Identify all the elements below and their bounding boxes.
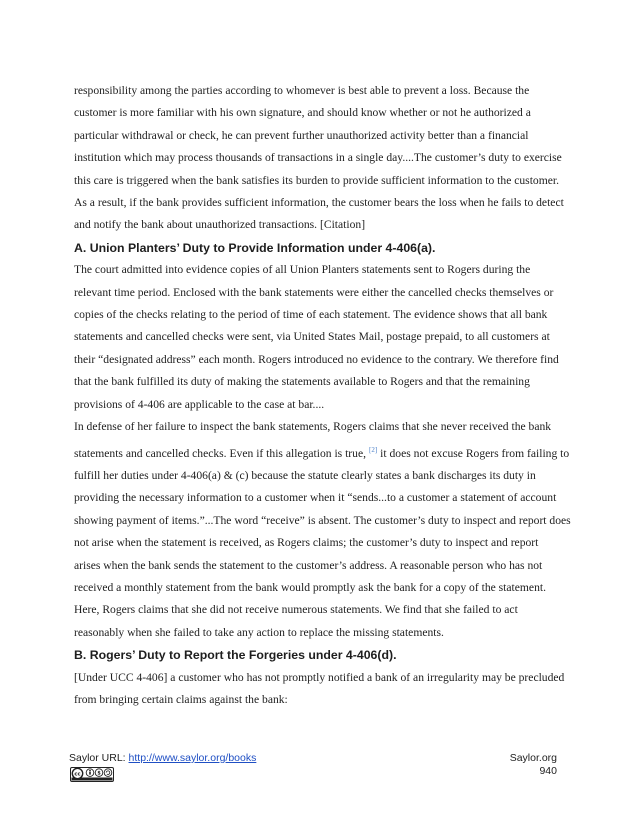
svg-text:$: $ xyxy=(97,771,101,777)
footer-source-link[interactable]: http://www.saylor.org/books xyxy=(128,752,257,764)
text-line: [Under UCC 4-406] a customer who has not promptly notified a bank of an irregularity may be precluded xyxy=(74,670,565,684)
text-line: particular withdrawal or check, he can prevent further unauthorized activity better than a financial xyxy=(74,128,529,142)
text-line: responsibility among the parties according to whomever is best able to prevent a loss. Because the xyxy=(74,84,530,97)
footnote-link[interactable]: [2] xyxy=(369,445,378,454)
text-line: their “designated address” each month. Rogers introduced no evidence to the contrary. We therefore find xyxy=(74,352,559,366)
text-line: received a monthly statement from the bank would promptly ask the bank for a copy of the statement. xyxy=(74,580,546,594)
text-line: from bringing certain claims against the bank: xyxy=(74,692,288,706)
page-content xyxy=(74,80,571,711)
text-line: not arise when the statement is received, as Rogers claims; the customer’s duty to inspect and report xyxy=(74,536,539,550)
section-heading-a: A. Union Planters’ Duty to Provide Information under 4-406(a). xyxy=(74,240,436,255)
text-line: arises when the bank sends the statement to the customer’s address. A reasonable person who has not xyxy=(74,558,543,572)
text-line: fulfill her duties under 4-406(a) & (c) because the statute clearly states a bank discharges its duty in xyxy=(74,468,536,482)
text-line: customer is more familiar with his own signature, and should know whether or not he authorized a xyxy=(74,106,531,120)
paragraph-3 xyxy=(74,416,571,644)
text-line: statements and cancelled checks were sent, via United States Mail, postage prepaid, to all customers at xyxy=(74,330,550,344)
text-line: this care is triggered when the bank satisfies its burden to provide sufficient information to the customer. xyxy=(74,173,559,187)
paragraph-2 xyxy=(74,259,558,416)
section-heading-b: B. Rogers’ Duty to Report the Forgeries under 4-406(d). xyxy=(74,648,397,663)
page-number: 940 xyxy=(539,765,557,777)
footer-site: Saylor.org xyxy=(509,752,557,764)
text-line: institution which may process thousands of transactions in a single day....The customer’s duty to exercise xyxy=(74,151,562,165)
paragraph-4 xyxy=(74,667,565,712)
footer-right xyxy=(510,752,557,778)
footer-source xyxy=(69,752,256,764)
paragraph-1 xyxy=(74,80,564,237)
text-line: relevant time period. Enclosed with the bank statements were either the cancelled checks themselves or xyxy=(74,285,554,299)
text-line: and notify the bank about unauthorized transactions. [Citation] xyxy=(74,218,366,232)
text-segment: it does not excuse Rogers from failing to xyxy=(380,446,570,460)
text-line xyxy=(74,439,570,465)
svg-text:cc: cc xyxy=(74,771,81,778)
text-line: showing payment of items.”...The word “receive” is absent. The customer’s duty to inspect and report does xyxy=(74,513,571,527)
text-line: that the bank fulfilled its duty of making the statements available to Rogers and that the remaining xyxy=(74,375,530,389)
text-line: copies of the checks relating to the period of time of each statement. The evidence shows that all bank xyxy=(74,308,548,322)
cc-license-icon xyxy=(70,767,114,782)
text-segment: statements and cancelled checks. Even if this allegation is true, xyxy=(74,446,366,460)
text-line: reasonably when she failed to take any action to replace the missing statements. xyxy=(74,625,444,639)
text-line: Here, Rogers claims that she did not receive numerous statements. We find that she failed to act xyxy=(74,603,518,617)
text-line: The court admitted into evidence copies of all Union Planters statements sent to Rogers during the xyxy=(74,263,531,277)
text-line: provisions of 4-406 are applicable to the case at bar.... xyxy=(74,397,325,411)
text-line: As a result, if the bank provides sufficient information, the customer bears the loss when he fails to detect xyxy=(74,196,564,210)
text-line: In defense of her failure to inspect the bank statements, Rogers claims that she never received the bank xyxy=(74,420,552,434)
footer-source-label: Saylor URL: xyxy=(69,752,126,764)
text-line: providing the necessary information to a customer when it “sends...to a customer a statement of account xyxy=(74,491,557,505)
